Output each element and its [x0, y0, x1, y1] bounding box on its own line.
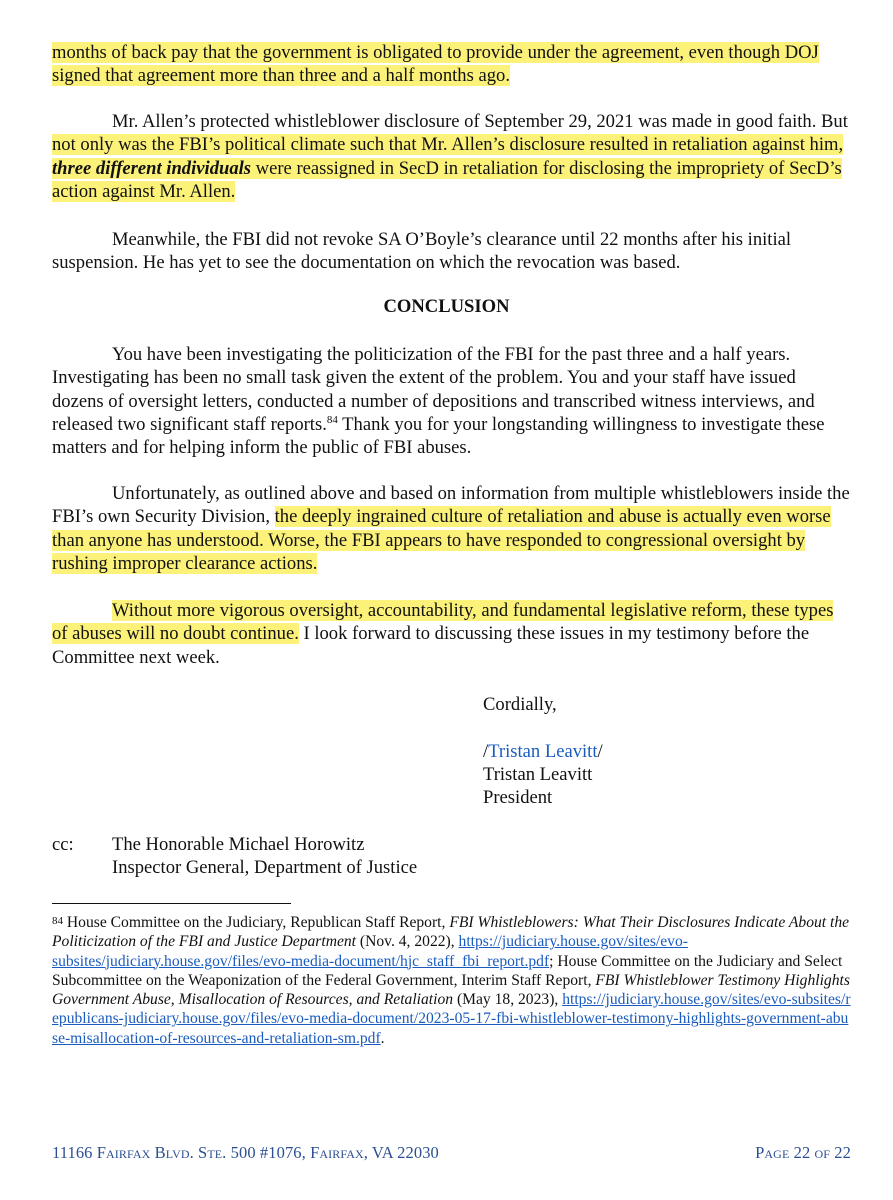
section-heading-conclusion: CONCLUSION [383, 296, 510, 317]
paragraph-allen-disclosure [52, 110, 852, 203]
paragraph-text: Meanwhile, the FBI did not revoke SA O’Boyle’s clearance until 22 months after his initial suspension. He has yet to see the documentation on which the revocation was based. [52, 229, 792, 274]
signature-link[interactable]: Tristan Leavitt [488, 741, 598, 762]
footnote-link[interactable]: https://judiciary.house.gov/sites/evo-subsites/republicans-judiciary.house.gov/files/evo-media-document/2023-05-17-fbi-whistleblower-testimony-highlights-government-abuse-misallocation-of-resources-and-retaliation-sm.pdf [52, 991, 851, 1047]
highlighted-text: months of back pay that the government is obligated to provide under the agreement, even though DOJ signed that agreement more than three and a half months ago. [52, 42, 819, 87]
footnote-number: 84 [52, 915, 63, 927]
paragraph-text: Unfortunately, as outlined above and based on information from multiple whistleblowers inside the FBI’s own Security Division, [52, 483, 850, 528]
footnote-reference[interactable]: 84 [326, 413, 338, 426]
cc-recipient-title: Inspector General, Department of Justice [112, 857, 418, 879]
paragraph-text: I look forward to discussing these issues in my testimony before the Committee next week. [52, 623, 810, 668]
paragraph-text: You have been investigating the politicization of the FBI for the past three and a half years. Investigating has been no small task given the extent of the problem. You and your staff have issued dozens of oversight letters, conducted a number of depositions and transcribed witness interviews, and released two significant staff reports. [52, 344, 815, 435]
electronic-signature [483, 740, 603, 763]
footnote-84 [52, 912, 852, 1048]
signature-slash: / [597, 741, 603, 762]
highlighted-text: the deeply ingrained culture of retaliation and abuse is actually even worse than anyone has understood. Worse, the FBI appears to have responded to congressional oversight by rushing improper clearance actions. [52, 506, 831, 574]
paragraph-text: Mr. Allen’s protected whistleblower disclosure of September 29, 2021 was made in good faith. But [112, 111, 848, 132]
footnote-text: House Committee on the Judiciary, Republican Staff Report, [63, 914, 450, 931]
paragraph-text: Thank you for your longstanding willingness to investigate these matters and for helping inform the public of FBI abuses. [52, 413, 825, 459]
paragraph-back-pay [52, 41, 852, 88]
signer-name: Tristan Leavitt [483, 764, 593, 785]
footnote-divider [52, 903, 291, 904]
highlighted-text: Without more vigorous oversight, accountability, and fundamental legislative reform, these types of abuses will no doubt continue. [52, 600, 834, 645]
highlighted-text: not only was the FBI’s political climate such that Mr. Allen’s disclosure resulted in retaliation against him, [52, 134, 844, 156]
footnote-report-title: FBI Whistleblower Testimony Highlights Government Abuse, Misallocation of Resources, and Retaliation [52, 971, 850, 1009]
closing-salutation: Cordially, [483, 694, 557, 715]
cc-label: cc: [52, 834, 74, 855]
highlighted-emphasis: three different individuals [52, 157, 252, 179]
paragraph-investigation [52, 343, 852, 459]
footer-address: 11166 Fairfax Blvd. Ste. 500 #1076, Fairfax, VA 22030 [52, 1143, 439, 1162]
paragraph-oversight [52, 599, 852, 669]
footnote-text: ; House Committee on the Judiciary and Select Subcommittee on the Weaponization of the Federal Government, Interim Staff Report, [52, 952, 843, 989]
cc-recipient: The Honorable Michael Horowitz [112, 834, 365, 855]
paragraph-oboyle-clearance [52, 228, 852, 275]
footnote-report-title: FBI Whistleblowers: What Their Disclosures Indicate About the Politicization of the FBI and Justice Department [52, 914, 850, 951]
footnote-text: (Nov. 4, 2022), [356, 933, 459, 951]
footer-page-number: Page 22 of 22 [755, 1143, 851, 1162]
signer-title: President [483, 787, 553, 808]
paragraph-retaliation-culture [52, 482, 852, 575]
footnote-text: (May 18, 2023), [453, 991, 563, 1009]
highlighted-text: were reassigned in SecD in retaliation for disclosing the impropriety of SecD’s action against Mr. Allen. [52, 157, 842, 202]
footnote-link[interactable]: https://judiciary.house.gov/sites/evo-subsites/judiciary.house.gov/files/evo-media-document/hjc_staff_fbi_report.pdf [52, 933, 688, 970]
footnote-text: . [380, 1029, 385, 1047]
signature-slash: / [483, 741, 489, 762]
